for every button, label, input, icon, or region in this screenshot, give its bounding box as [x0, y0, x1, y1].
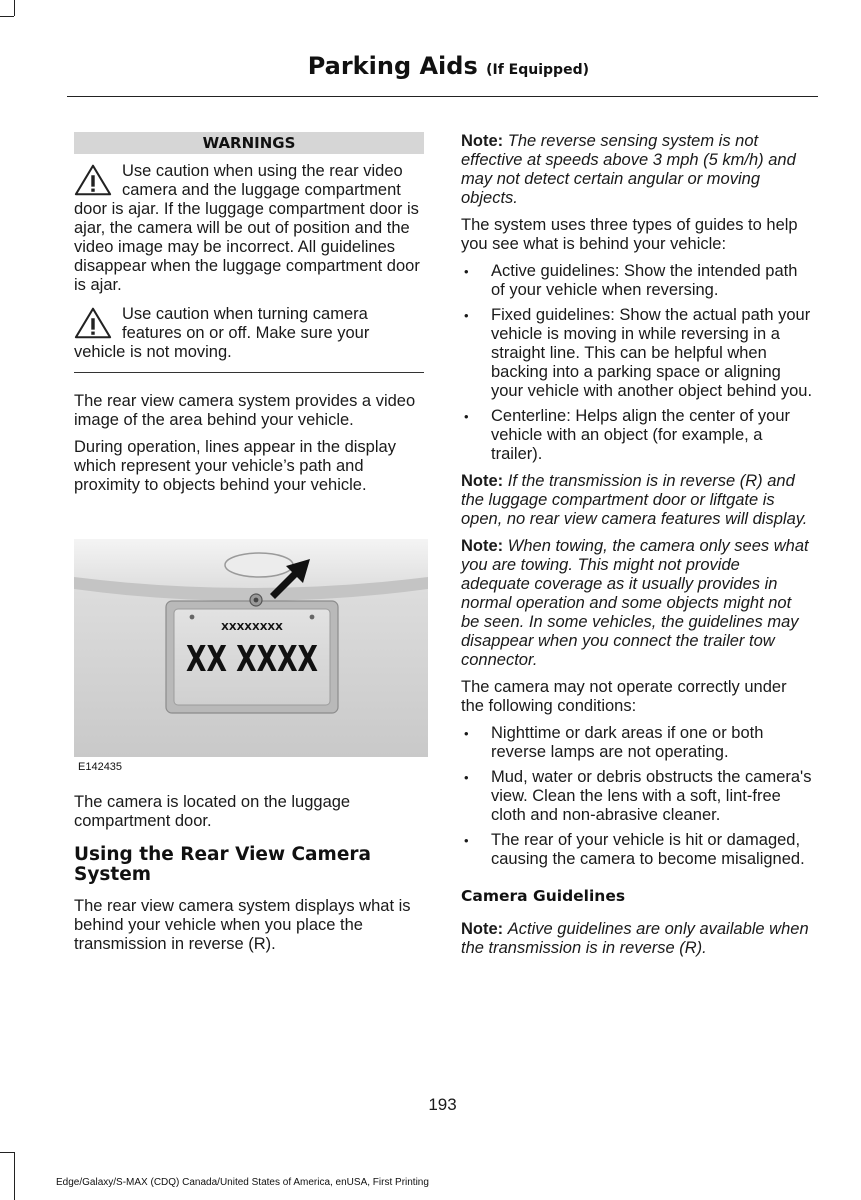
crop-mark [0, 16, 14, 17]
right-column [461, 132, 813, 966]
page-title-suffix: (If Equipped) [486, 62, 589, 78]
guides-list [461, 262, 813, 464]
warning-triangle-icon [74, 162, 112, 198]
warning-text: Use caution when turning camera features on or off. Make sure your vehicle is not moving. [74, 305, 370, 361]
list-item: • Active guidelines: Show the intended path of your vehicle when reversing. [461, 262, 813, 300]
conditions-list [461, 724, 813, 869]
figure-code: E142435 [78, 761, 123, 773]
note [461, 920, 813, 958]
paragraph: The camera may not operate correctly under the following conditions: [461, 678, 787, 715]
camera-location-figure [74, 539, 428, 773]
paragraph: During operation, lines appear in the display which represent your vehicle’s path and proximity to objects behind your vehicle. [74, 438, 396, 494]
list-item: • Centerline: Helps align the center of your vehicle with an object (for example, a trailer). [461, 407, 813, 464]
plate-small-text: XXXXXXXX [221, 622, 283, 633]
crop-mark [0, 1152, 14, 1153]
paragraph: The camera is located on the luggage compartment door. [74, 793, 351, 830]
warning-item [74, 154, 424, 295]
header-divider [67, 96, 818, 97]
warning-triangle-icon [74, 305, 112, 341]
list-item: • Nighttime or dark areas if one or both reverse lamps are not operating. [461, 724, 813, 762]
paragraph: The rear view camera system provides a video image of the area behind your vehicle. [74, 392, 416, 429]
note-label: Note: [461, 472, 504, 490]
crop-mark [14, 1152, 15, 1200]
note-text: The reverse sensing system is not effective at speeds above 3 mph (5 km/h) and may not detect certain angular or moving objects. [461, 132, 796, 207]
left-column [74, 132, 424, 962]
note-label: Note: [461, 132, 504, 150]
paragraph: The system uses three types of guides to help you see what is behind your vehicle: [461, 216, 798, 253]
paragraph: The rear view camera system displays what is behind your vehicle when you place the transmission in reverse (R). [74, 897, 411, 953]
warning-item [74, 295, 424, 362]
sub-heading: Camera Guidelines [461, 887, 626, 905]
page-title-main: Parking Aids [307, 52, 478, 80]
note-label: Note: [461, 537, 504, 555]
list-item: • Mud, water or debris obstructs the camera's view. Clean the lens with a soft, lint-free cloth and non-abrasive cleaner. [461, 768, 813, 825]
note [461, 537, 813, 670]
crop-mark [14, 0, 15, 16]
footer-text: Edge/Galaxy/S-MAX (CDQ) Canada/United States of America, enUSA, First Printing [56, 1177, 429, 1188]
warning-text: Use caution when using the rear video camera and the luggage compartment door is ajar. If the luggage compartment door is ajar, the camera will be out of position and the video image may be incorrect. All guidelines disappear when the luggage compartment door is ajar. [74, 162, 420, 294]
note-text: If the transmission is in reverse (R) and the luggage compartment door or liftgate is open, no rear view camera features will display. [461, 472, 808, 528]
note [461, 472, 813, 529]
section-heading: Using the Rear View Camera System [74, 844, 371, 885]
warnings-heading: WARNINGS [74, 132, 424, 154]
page-number: 193 [428, 1095, 457, 1114]
list-item: • Fixed guidelines: Show the actual path your vehicle is moving in while reversing in a straight line. This can be helpful when backing into a parking space or aligning your vehicle with another object behind you. [461, 306, 813, 401]
warnings-divider [74, 372, 424, 373]
note-label: Note: [461, 920, 504, 938]
plate-large-text: XX XXXX [186, 639, 319, 680]
warnings-box [74, 132, 424, 373]
note-text: Active guidelines are only available when the transmission is in reverse (R). [461, 920, 809, 957]
page-title [308, 52, 589, 80]
note-text: When towing, the camera only sees what you are towing. This might not provide adequate coverage as it usually provides in normal operation and some objects might not be seen. In some vehicles, the guidelines may disappear when you connect the trailer tow connector. [461, 537, 809, 669]
note [461, 132, 813, 208]
liftgate-illustration [74, 539, 428, 757]
list-item: • The rear of your vehicle is hit or damaged, causing the camera to become misaligned. [461, 831, 813, 869]
